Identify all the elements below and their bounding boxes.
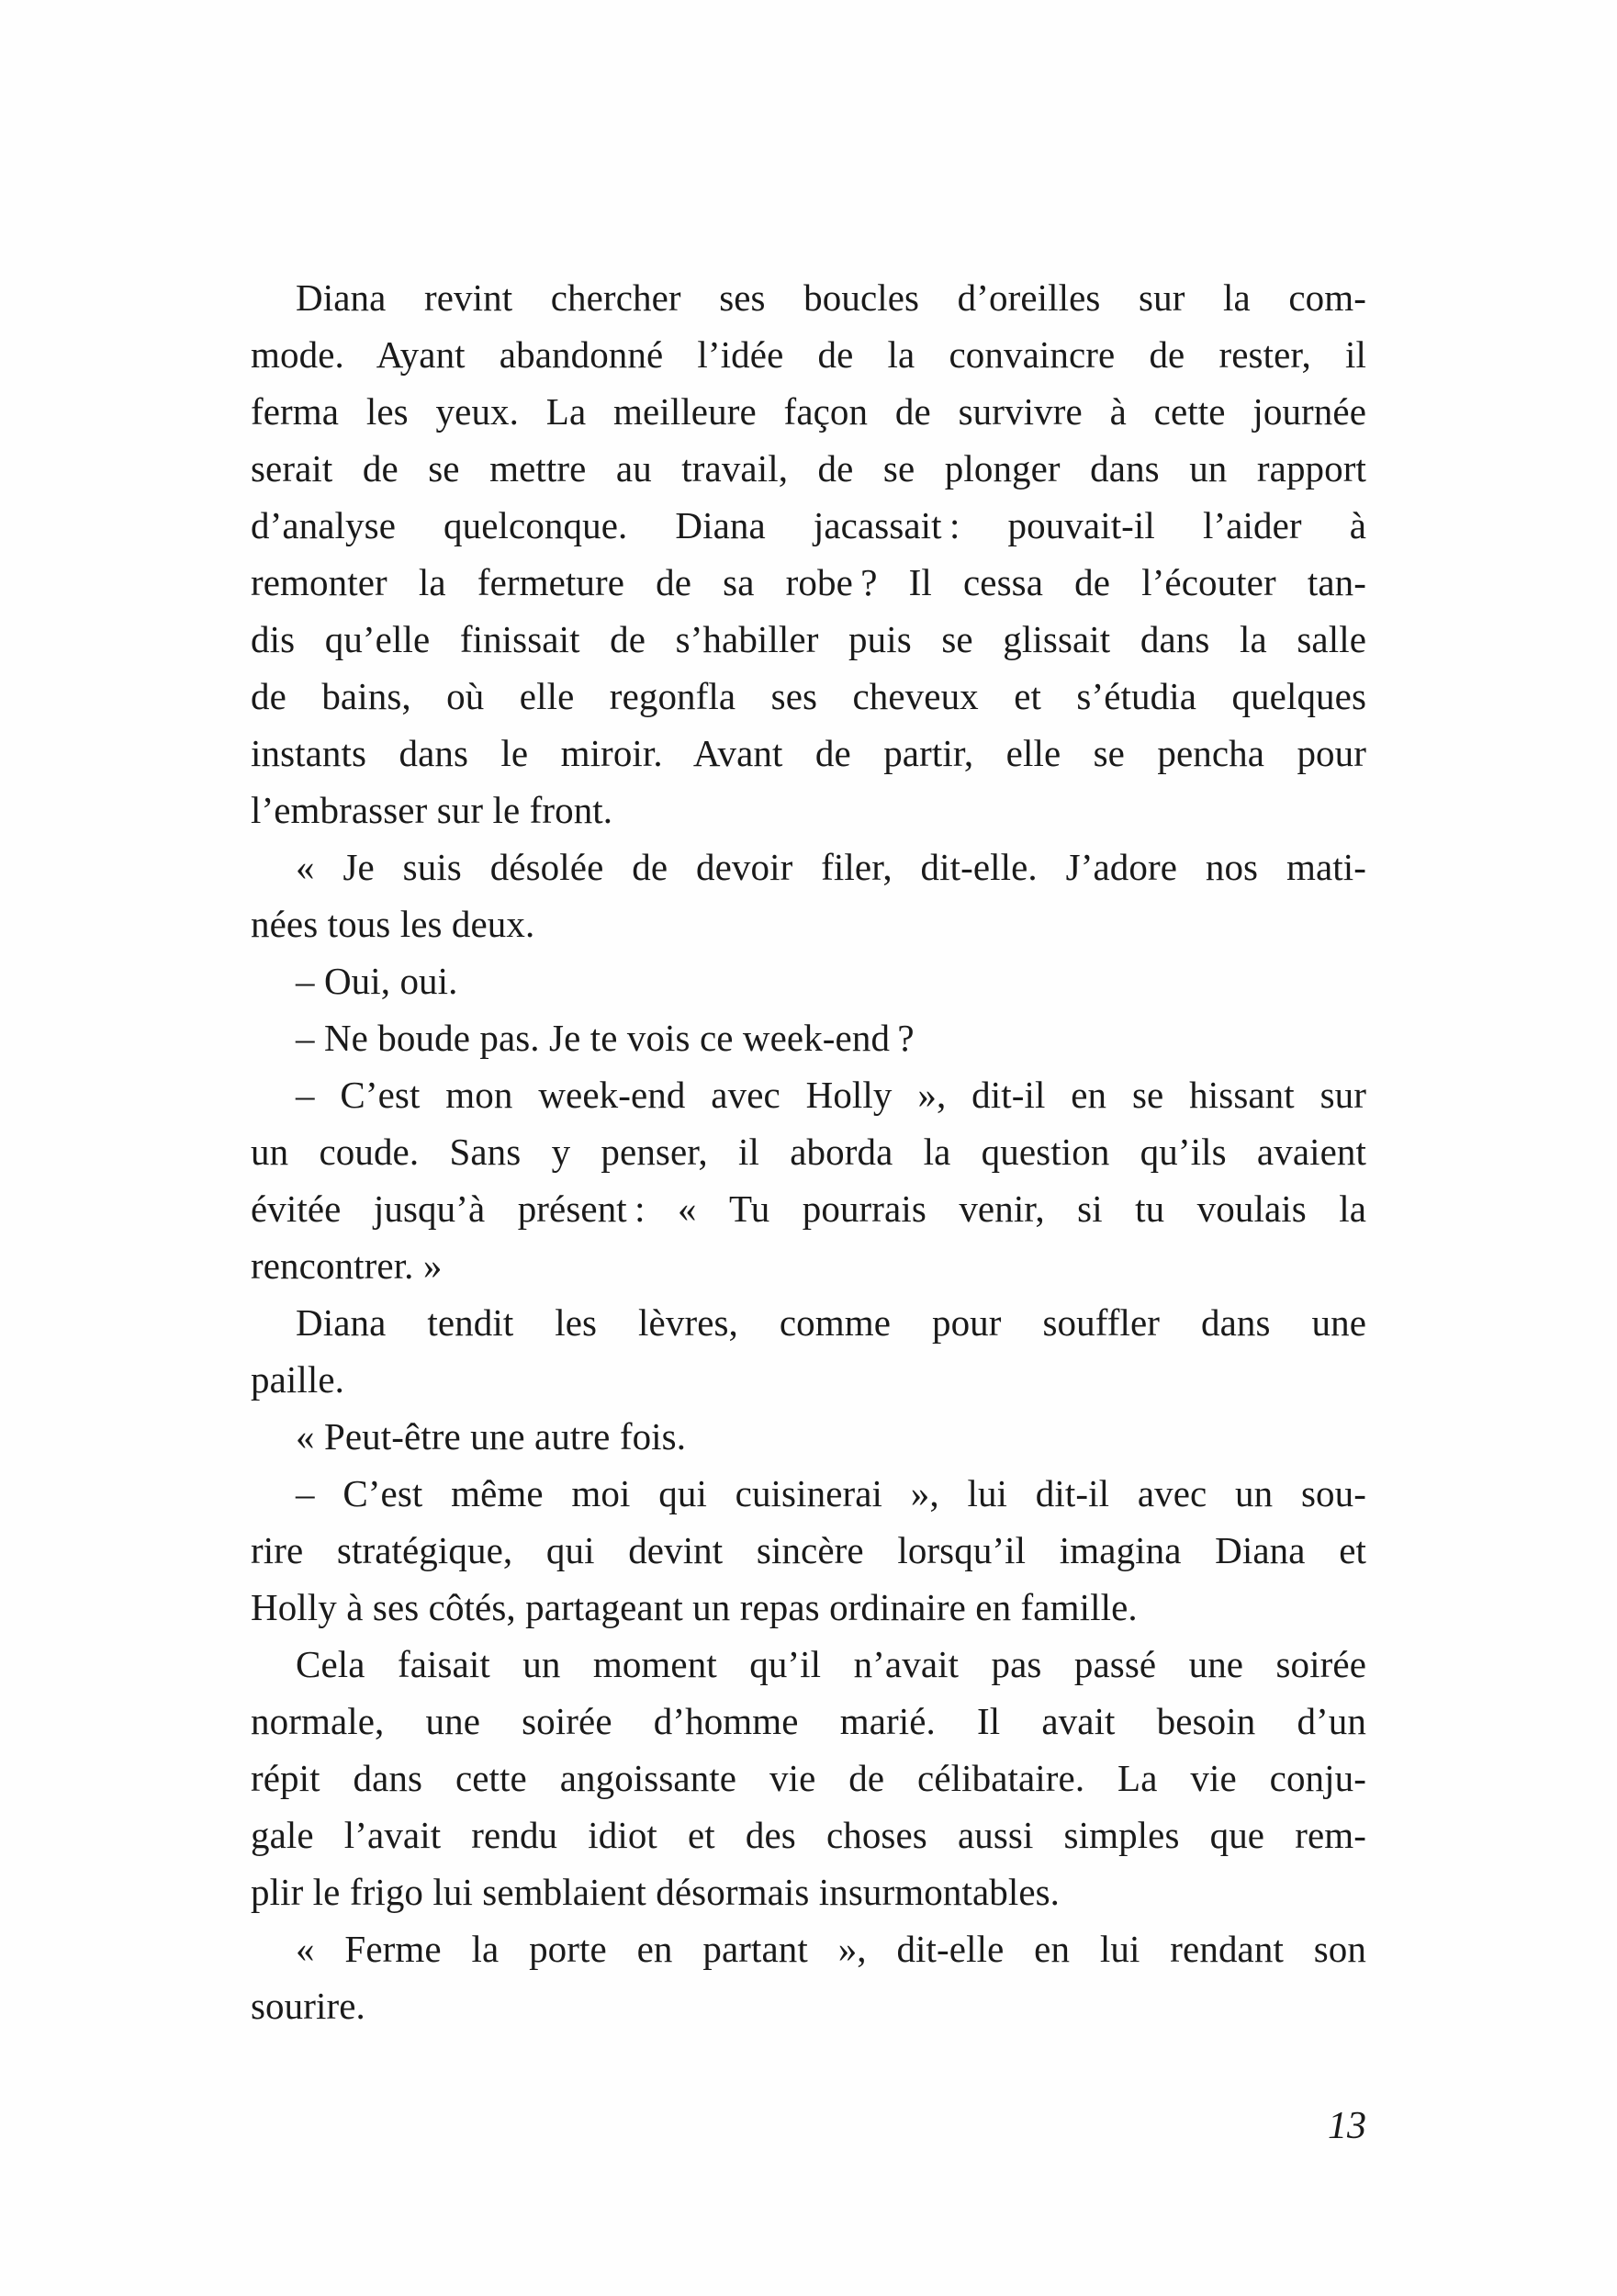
text-line: dis qu’elle finissait de s’habiller puis se glissait dans la salle: [251, 618, 1366, 660]
paragraph: [251, 952, 1366, 1009]
paragraph: [251, 1066, 1366, 1294]
text-line: « Peut-être une autre fois.: [296, 1415, 687, 1458]
text-line: rire stratégique, qui devint sincère lorsqu’il imagina Diana et: [251, 1529, 1366, 1571]
text-line: Holly à ses côtés, partageant un repas ordinaire en famille.: [251, 1586, 1138, 1628]
text-line: répit dans cette angoissante vie de célibataire. La vie conju-: [251, 1757, 1366, 1799]
paragraph: [251, 1636, 1366, 1920]
text-line: Diana tendit les lèvres, comme pour souffler dans une: [296, 1301, 1366, 1344]
text-line: rencontrer. »: [251, 1244, 443, 1287]
text-line: paille.: [251, 1358, 345, 1401]
text-line: Cela faisait un moment qu’il n’avait pas passé une soirée: [296, 1643, 1366, 1685]
text-line: instants dans le miroir. Avant de partir, elle se pencha pour: [251, 732, 1366, 774]
text-line: « Ferme la porte en partant », dit-elle en lui rendant son: [296, 1928, 1366, 1970]
text-line: nées tous les deux.: [251, 903, 535, 945]
text-line: mode. Ayant abandonné l’idée de la convaincre de rester, il: [251, 333, 1366, 376]
text-block: [251, 269, 1366, 2034]
text-line: d’analyse quelconque. Diana jacassait : pouvait-il l’aider à: [251, 504, 1366, 546]
paragraph: [251, 1920, 1366, 2034]
text-line: sourire.: [251, 1985, 365, 2027]
text-line: – Oui, oui.: [296, 960, 458, 1002]
text-line: gale l’avait rendu idiot et des choses aussi simples que rem-: [251, 1814, 1366, 1856]
text-line: ferma les yeux. La meilleure façon de survivre à cette journée: [251, 390, 1366, 433]
paragraph: [251, 838, 1366, 952]
paragraph: [251, 1465, 1366, 1636]
paragraph: [251, 1294, 1366, 1408]
text-line: l’embrasser sur le front.: [251, 789, 613, 831]
text-line: serait de se mettre au travail, de se plonger dans un rapport: [251, 447, 1366, 490]
paragraph: [251, 1408, 1366, 1465]
text-line: « Je suis désolée de devoir filer, dit-elle. J’adore nos mati-: [296, 846, 1366, 888]
text-line: – C’est même moi qui cuisinerai », lui dit-il avec un sou-: [296, 1472, 1366, 1514]
text-line: un coude. Sans y penser, il aborda la question qu’ils avaient: [251, 1131, 1366, 1173]
text-line: – Ne boude pas. Je te vois ce week-end ?: [296, 1017, 915, 1059]
page-number: 13: [1328, 2105, 1366, 2147]
text-line: remonter la fermeture de sa robe ? Il cessa de l’écouter tan-: [251, 561, 1366, 603]
text-line: plir le frigo lui semblaient désormais insurmontables.: [251, 1871, 1061, 1913]
paragraph: [251, 1009, 1366, 1066]
paragraph: [251, 269, 1366, 838]
text-line: Diana revint chercher ses boucles d’oreilles sur la com-: [296, 276, 1366, 319]
text-line: évitée jusqu’à présent : « Tu pourrais venir, si tu voulais la: [251, 1187, 1366, 1230]
text-line: – C’est mon week-end avec Holly », dit-il en se hissant sur: [296, 1074, 1366, 1116]
text-line: de bains, où elle regonfla ses cheveux et s’étudia quelques: [251, 675, 1366, 717]
text-line: normale, une soirée d’homme marié. Il avait besoin d’un: [251, 1700, 1366, 1742]
